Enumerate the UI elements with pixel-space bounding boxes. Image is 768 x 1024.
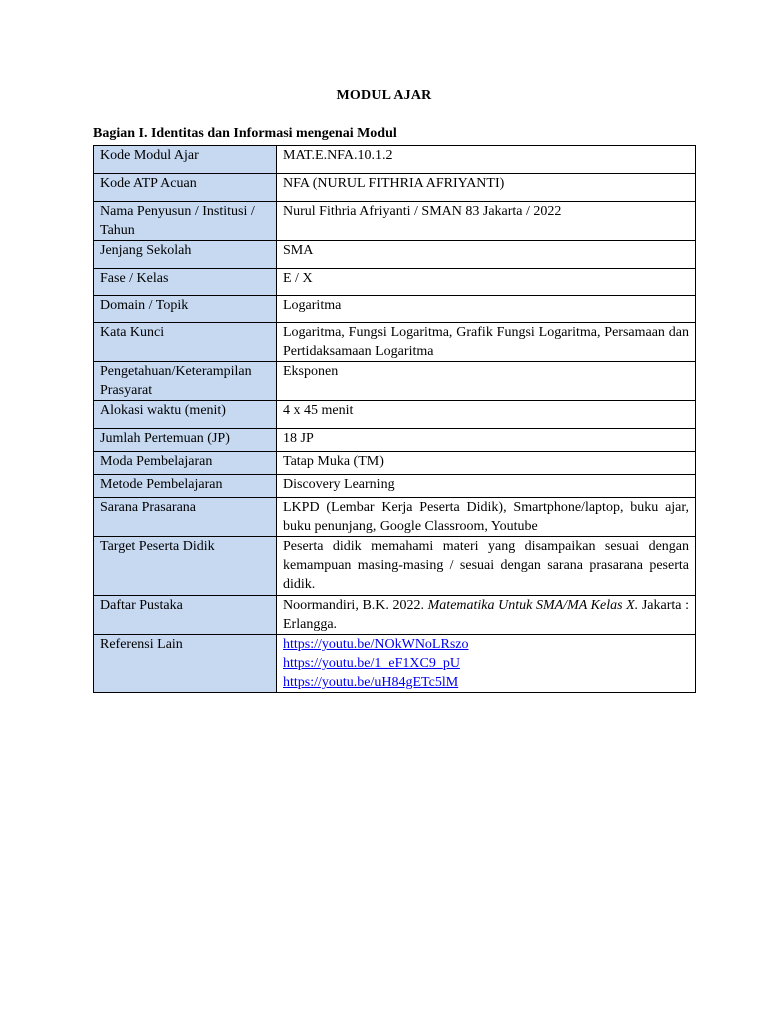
reference-author: Noormandiri, B.K. 2022. — [283, 598, 428, 613]
table-row — [94, 269, 696, 296]
row-value: 4 x 45 menit — [277, 401, 696, 429]
reference-publisher: Jakarta : Erlangga. — [283, 598, 690, 632]
row-label: Kode Modul Ajar — [94, 146, 277, 174]
table-row — [94, 498, 696, 537]
links-value — [277, 635, 696, 693]
row-value: Discovery Learning — [277, 475, 696, 498]
row-label: Sarana Prasarana — [94, 498, 277, 537]
row-value: LKPD (Lembar Kerja Peserta Didik), Smartphone/laptop, buku ajar, buku penunjang, Google Classroom, Youtube — [277, 498, 696, 537]
youtube-link[interactable]: https://youtu.be/uH84gETc5lM — [283, 675, 459, 690]
table-row — [94, 174, 696, 202]
row-label: Jumlah Pertemuan (JP) — [94, 429, 277, 452]
row-label: Jenjang Sekolah — [94, 241, 277, 269]
row-value: Nurul Fithria Afriyanti / SMAN 83 Jakarta / 2022 — [277, 202, 696, 241]
row-label: Kode ATP Acuan — [94, 174, 277, 202]
table-row — [94, 475, 696, 498]
row-label: Kata Kunci — [94, 323, 277, 362]
table-row — [94, 452, 696, 475]
row-value: Eksponen — [277, 362, 696, 401]
row-value: Logaritma, Fungsi Logaritma, Grafik Fungsi Logaritma, Persamaan dan Pertidaksamaan Logaritma — [277, 323, 696, 362]
row-value: Tatap Muka (TM) — [277, 452, 696, 475]
section-heading: Bagian I. Identitas dan Informasi mengenai Modul — [93, 126, 397, 141]
document-title: MODUL AJAR — [336, 88, 432, 103]
row-value: MAT.E.NFA.10.1.2 — [277, 146, 696, 174]
table-row — [94, 296, 696, 323]
row-label: Referensi Lain — [94, 635, 277, 693]
row-label: Alokasi waktu (menit) — [94, 401, 277, 429]
row-label: Moda Pembelajaran — [94, 452, 277, 475]
row-label: Nama Penyusun / Institusi / Tahun — [94, 202, 277, 241]
table-row — [94, 362, 696, 401]
row-value: SMA — [277, 241, 696, 269]
row-value: Peserta didik memahami materi yang disampaikan sesuai dengan kemampuan masing-masing / sesuai dengan sarana prasarana peserta didik. — [277, 537, 696, 596]
table-row — [94, 596, 696, 635]
table-row — [94, 323, 696, 362]
row-label: Pengetahuan/Keterampilan Prasyarat — [94, 362, 277, 401]
row-label: Daftar Pustaka — [94, 596, 277, 635]
row-value: NFA (NURUL FITHRIA AFRIYANTI) — [277, 174, 696, 202]
reference-book-title: Matematika Untuk SMA/MA Kelas X. — [427, 598, 639, 613]
youtube-link[interactable]: https://youtu.be/NOkWNoLRszo — [283, 637, 469, 652]
row-value: Logaritma — [277, 296, 696, 323]
module-info-table — [93, 145, 696, 693]
table-row — [94, 537, 696, 596]
table-row — [94, 635, 696, 693]
row-label: Target Peserta Didik — [94, 537, 277, 596]
table-row — [94, 202, 696, 241]
table-row — [94, 401, 696, 429]
table-row — [94, 146, 696, 174]
row-label: Fase / Kelas — [94, 269, 277, 296]
table-row — [94, 429, 696, 452]
row-label: Metode Pembelajaran — [94, 475, 277, 498]
row-value: E / X — [277, 269, 696, 296]
reference-value — [277, 596, 696, 635]
youtube-link[interactable]: https://youtu.be/1_eF1XC9_pU — [283, 656, 460, 671]
row-label: Domain / Topik — [94, 296, 277, 323]
row-value: 18 JP — [277, 429, 696, 452]
table-row — [94, 241, 696, 269]
